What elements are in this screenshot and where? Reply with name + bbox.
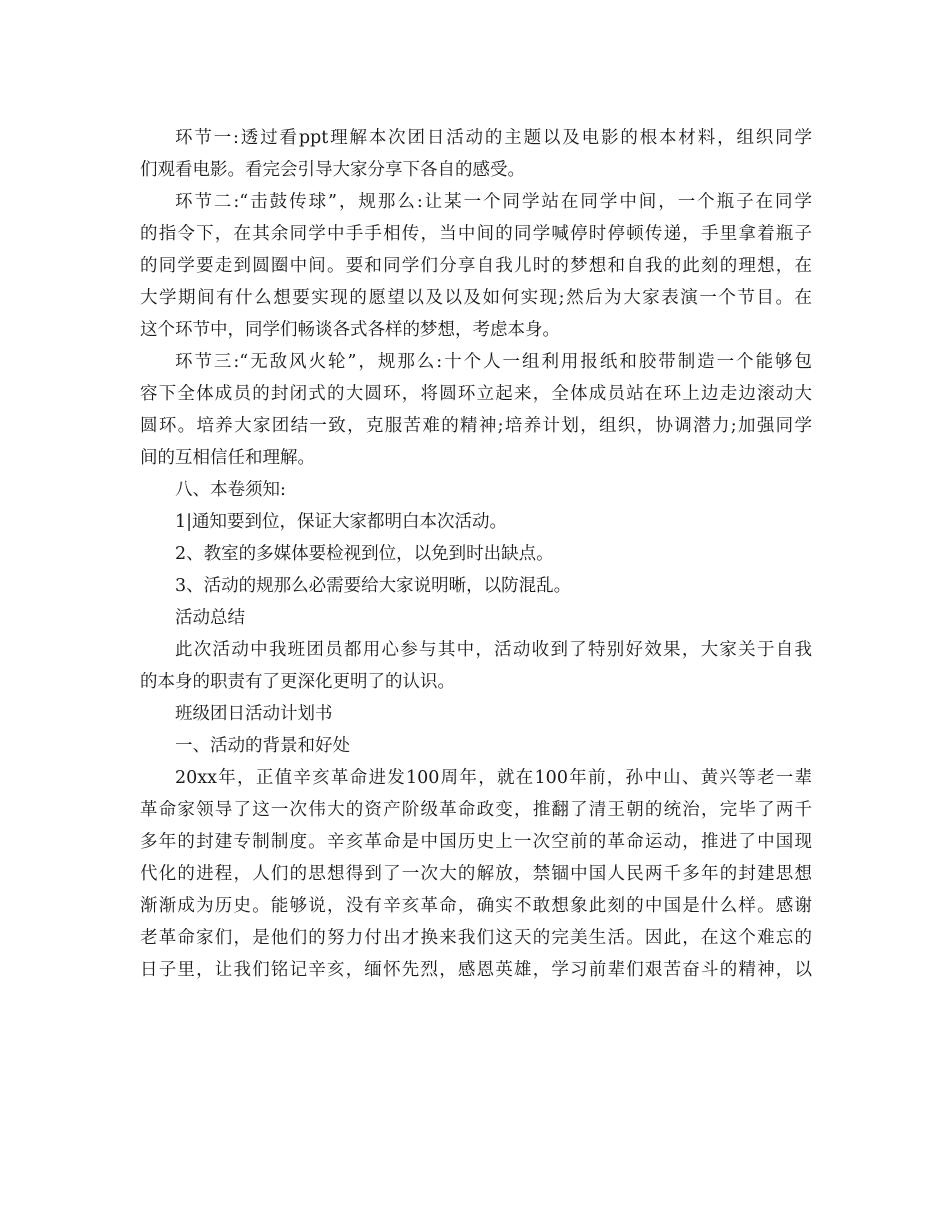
- text-line: 的指令下，在其余同学中手手相传，当中间的同学喊停时停顿传递，手里拿着瓶子: [140, 224, 812, 244]
- text-line: 圆环。培养大家团结一致，克服苦难的精神;培养计划，组织，协调潜力;加强同学: [140, 416, 812, 436]
- text-line: 间的互相信任和理解。: [140, 448, 315, 468]
- document-body: [140, 122, 812, 986]
- text-line: 渐渐成为历史。能够说，没有辛亥革命，确实不敢想象此刻的中国是什么样。感谢: [140, 896, 812, 916]
- text-line: 环节三:“无敌风火轮”，规那么:十个人一组利用报纸和胶带制造一个能够包: [175, 352, 812, 372]
- text-line: 容下全体成员的封闭式的大圆环，将圆环立起来，全体成员站在环上边走边滚动大: [140, 384, 812, 404]
- text-line: 环节一:透过看ppt理解本次团日活动的主题以及电影的根本材料，组织同学: [175, 128, 812, 148]
- text-line: 3、活动的规那么必需要给大家说明晰，以防混乱。: [175, 576, 572, 596]
- text-line: 的同学要走到圆圈中间。要和同学们分享自我儿时的梦想和自我的此刻的理想，在: [140, 256, 812, 276]
- text-line: 2、教室的多媒体要检视到位，以免到时出缺点。: [175, 544, 554, 564]
- text-line: 革命家领导了这一次伟大的资产阶级革命政变，推翻了清王朝的统治，完毕了两千: [140, 800, 812, 820]
- text-line: 此次活动中我班团员都用心参与其中，活动收到了特别好效果，大家关于自我: [175, 640, 812, 660]
- text-line: 多年的封建专制制度。辛亥革命是中国历史上一次空前的革命运动，推进了中国现: [140, 832, 812, 852]
- text-line: 活动总结: [175, 608, 245, 628]
- text-line: 1|通知要到位，保证大家都明白本次活动。: [175, 512, 508, 532]
- text-line: 环节二:“击鼓传球”，规那么:让某一个同学站在同学中间，一个瓶子在同学: [175, 192, 812, 212]
- text-line: 们观看电影。看完会引导大家分享下各自的感受。: [140, 160, 525, 180]
- text-line: 一、活动的背景和好处: [175, 736, 350, 756]
- text-line: 大学期间有什么想要实现的愿望以及以及如何实现;然后为大家表演一个节目。在: [140, 288, 812, 308]
- text-line: 这个环节中，同学们畅谈各式各样的梦想，考虑本身。: [140, 320, 560, 340]
- text-line: 日子里，让我们铭记辛亥，缅怀先烈，感恩英雄，学习前辈们艰苦奋斗的精神，以: [140, 960, 812, 980]
- text-line: 代化的进程，人们的思想得到了一次大的解放，禁锢中国人民两千多年的封建思想: [140, 864, 812, 884]
- text-line: 八、本卷须知:: [175, 480, 286, 500]
- text-line: 班级团日活动计划书: [175, 704, 333, 724]
- text-line: 20xx年，正值辛亥革命进发100周年，就在100年前，孙中山、黄兴等老一辈: [175, 768, 812, 788]
- text-line: 老革命家们，是他们的努力付出才换来我们这天的完美生活。因此，在这个难忘的: [140, 928, 812, 948]
- text-line: 的本身的职责有了更深化更明了的认识。: [140, 672, 455, 692]
